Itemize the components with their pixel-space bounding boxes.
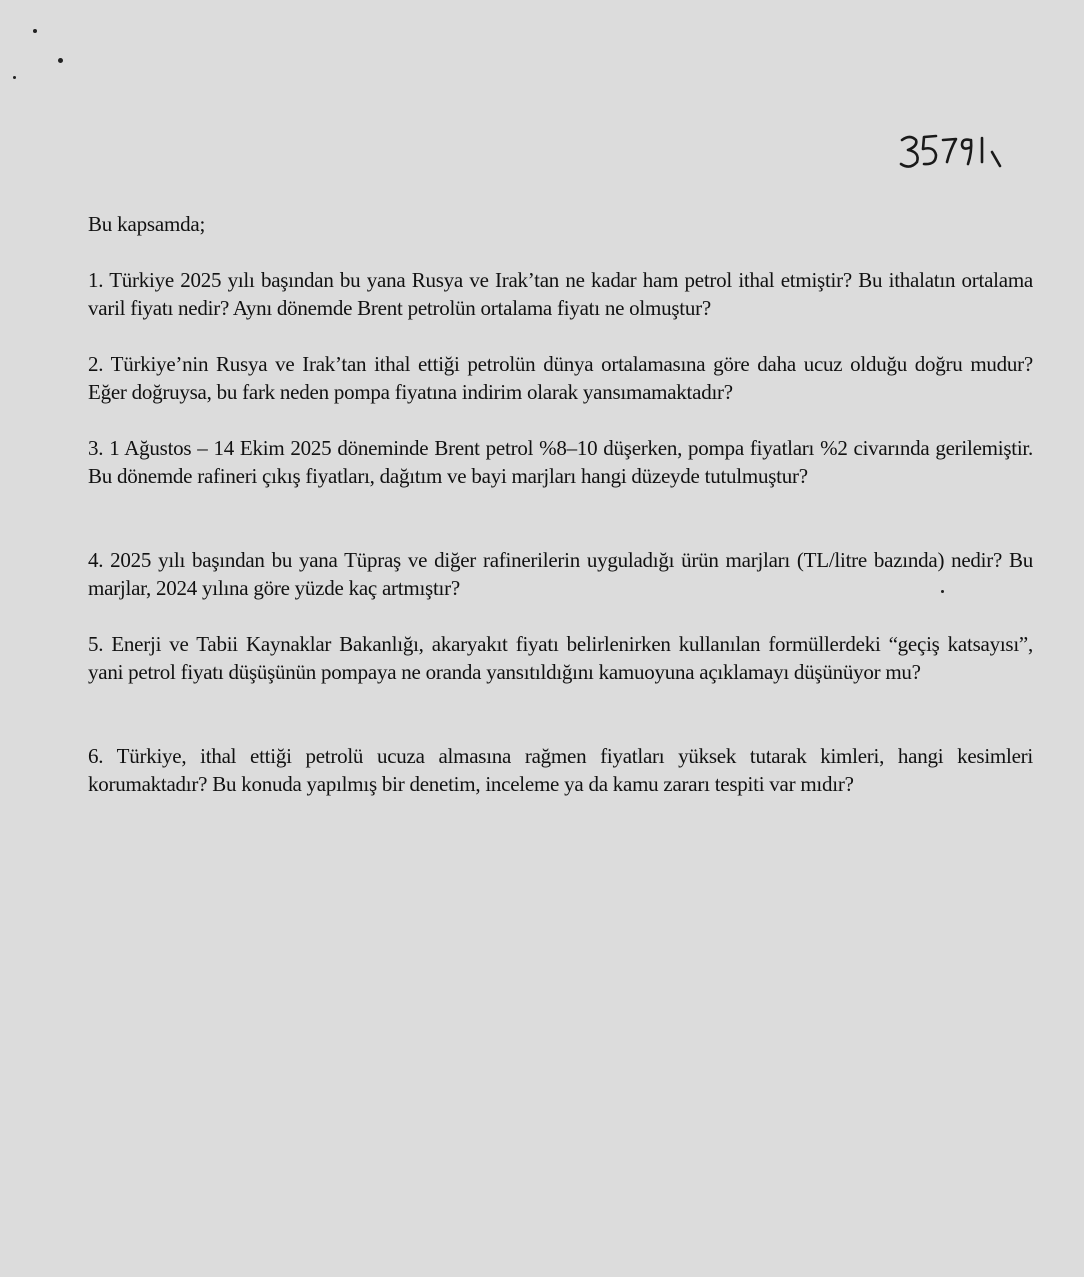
scan-speck: [58, 58, 63, 63]
question-4: 4. 2025 yılı başından bu yana Tüpraş ve diğer rafinerilerin uyguladığı ürün marjları (TL/litre bazında) nedir? Bu marjlar, 2024 yılına göre yüzde kaç artmıştır?: [88, 548, 1033, 600]
scan-speck: [33, 29, 37, 33]
question-5: 5. Enerji ve Tabii Kaynaklar Bakanlığı, akaryakıt fiyatı belirlenirken kullanılan formüllerdeki “geçiş katsayısı”, yani petrol fiyatı düşüşünün pompaya ne oranda yansıtıldığını kamuoyuna açıklamayı düşünüyor mu?: [88, 632, 1033, 684]
handwritten-number-drawing: [896, 128, 1006, 176]
question-2: 2. Türkiye’nin Rusya ve Irak’tan ithal ettiği petrolün dünya ortalamasına göre daha ucuz olduğu doğru mudur? Eğer doğruysa, bu fark neden pompa fiyatına indirim olarak yansımamaktadır?: [88, 352, 1033, 404]
question-1: 1. Türkiye 2025 yılı başından bu yana Rusya ve Irak’tan ne kadar ham petrol ithal etmiştir? Bu ithalatın ortalama varil fiyatı nedir? Aynı dönemde Brent petrolün ortalama fiyatı ne olmuştur?: [88, 268, 1033, 320]
intro-text: Bu kapsamda;: [88, 212, 206, 236]
question-6: 6. Türkiye, ithal ettiği petrolü ucuza almasına rağmen fiyatları yüksek tutarak kimleri, hangi kesimleri korumaktadır? Bu konuda yapılmış bir denetim, inceleme ya da kamu zararı tespiti var mıdır?: [88, 744, 1033, 796]
scan-speck: [13, 76, 16, 79]
handwritten-document-number: [896, 128, 1006, 176]
question-3: 3. 1 Ağustos – 14 Ekim 2025 döneminde Brent petrol %8–10 düşerken, pompa fiyatları %2 civarında gerilemiştir. Bu dönemde rafineri çıkış fiyatları, dağıtım ve bayi marjları hangi düzeyde tutulmuştur?: [88, 436, 1033, 488]
